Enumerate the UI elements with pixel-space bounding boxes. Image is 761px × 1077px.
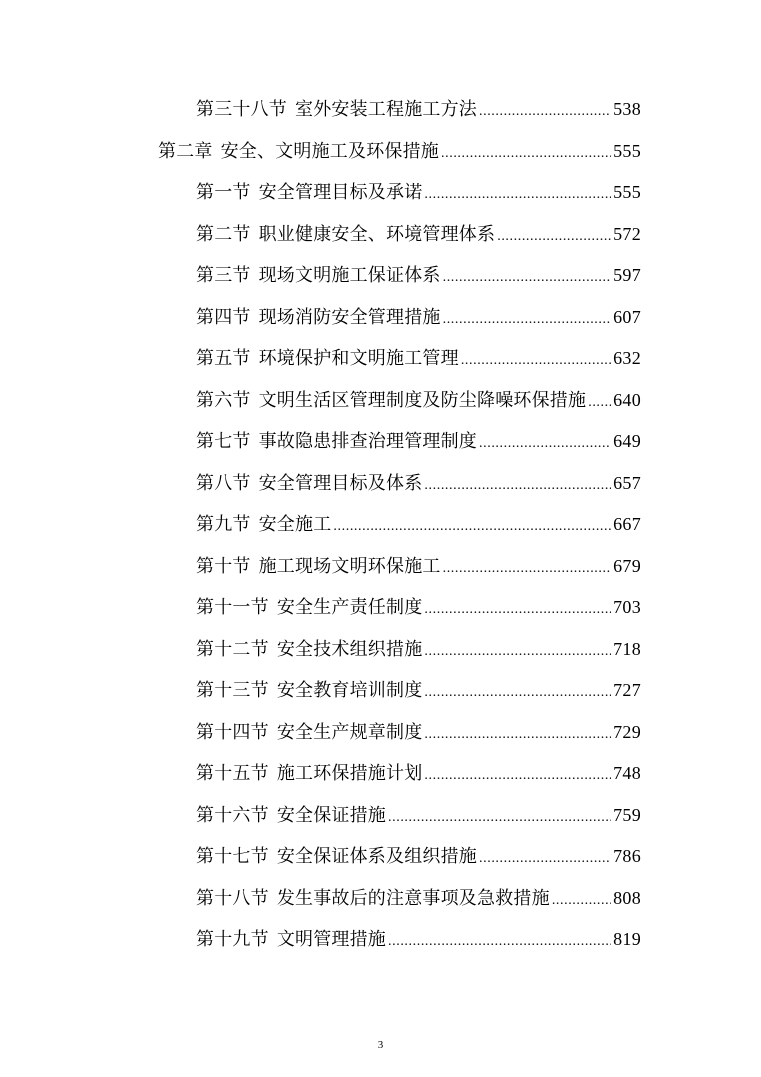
toc-entry-page: 649 [613, 431, 641, 451]
toc-entry-page: 572 [613, 224, 641, 244]
toc-entry[interactable] [196, 925, 641, 953]
toc-entry-text: 安全施工 [258, 514, 332, 535]
dot-leader [443, 555, 611, 583]
toc-entry-title [196, 179, 422, 207]
dot-leader [388, 928, 611, 956]
toc-entry[interactable] [196, 220, 641, 248]
toc-entry-text: 施工环保措施计划 [276, 763, 423, 784]
toc-entry-text: 职业健康安全、环境管理体系 [258, 224, 496, 245]
toc-entry-page: 657 [613, 473, 641, 493]
toc-entry-label: 第十八节 [196, 888, 269, 909]
toc-entry[interactable] [196, 842, 641, 870]
toc-entry[interactable] [196, 552, 641, 580]
toc-entry[interactable] [196, 676, 641, 704]
dot-leader [424, 679, 611, 707]
toc-entry-page: 555 [613, 182, 641, 202]
dot-leader [424, 762, 611, 790]
toc-entry[interactable] [196, 95, 641, 123]
toc-entry-title [196, 719, 422, 747]
toc-entry[interactable] [196, 635, 641, 663]
toc-entry[interactable] [196, 178, 641, 206]
dot-leader [441, 140, 611, 168]
dot-leader [424, 181, 611, 209]
toc-entry-page: 538 [613, 99, 641, 119]
toc-entry-title [196, 304, 441, 332]
toc-entry-page: 679 [613, 556, 641, 576]
toc-entry[interactable] [196, 884, 641, 912]
toc-entry-title [196, 221, 495, 249]
dot-leader [424, 721, 611, 749]
dot-leader [497, 223, 611, 251]
toc-entry-label: 第十五节 [196, 763, 269, 784]
dot-leader [424, 638, 611, 666]
dot-leader [479, 98, 611, 126]
toc-entry[interactable] [196, 593, 641, 621]
toc-entry-title [196, 636, 422, 664]
toc-entry[interactable] [196, 469, 641, 497]
toc-entry-label: 第八节 [196, 473, 251, 494]
toc-entry-text: 事故隐患排查治理管理制度 [258, 431, 478, 452]
toc-entry[interactable] [196, 386, 641, 414]
dot-leader [443, 264, 611, 292]
toc-entry-label: 第十九节 [196, 929, 269, 950]
toc-entry-label: 第四节 [196, 307, 251, 328]
toc-entry-page: 718 [613, 639, 641, 659]
dot-leader [388, 804, 611, 832]
toc-entry-title [196, 885, 550, 913]
toc-entry-title [196, 345, 459, 373]
toc-entry-page: 808 [613, 888, 641, 908]
toc-entry-page: 607 [613, 307, 641, 327]
toc-entry-text: 现场文明施工保证体系 [258, 265, 441, 286]
dot-leader [333, 513, 611, 541]
toc-entry[interactable] [196, 344, 641, 372]
toc-entry-label: 第一节 [196, 182, 251, 203]
dot-leader [461, 347, 611, 375]
toc-entry-title [196, 677, 422, 705]
dot-leader [479, 845, 611, 873]
toc-entry-text: 现场消防安全管理措施 [258, 307, 441, 328]
toc-entry-title [158, 138, 439, 166]
toc-entry-title [196, 802, 386, 830]
toc-entry-label: 第十一节 [196, 597, 269, 618]
toc-entry-label: 第十七节 [196, 846, 269, 867]
toc-entry-label: 第三十八节 [196, 99, 287, 120]
toc-entry-text: 安全技术组织措施 [276, 639, 423, 660]
toc-entry-text: 环境保护和文明施工管理 [258, 348, 459, 369]
toc-entry-page: 597 [613, 265, 641, 285]
toc-entry-label: 第十六节 [196, 805, 269, 826]
dot-leader [424, 472, 611, 500]
toc-entry-title [196, 553, 441, 581]
toc-entry-label: 第七节 [196, 431, 251, 452]
toc-entry-text: 安全保证体系及组织措施 [276, 846, 478, 867]
toc-entry-title [196, 428, 477, 456]
toc-entry-page: 703 [613, 597, 641, 617]
dot-leader [479, 430, 611, 458]
toc-entry-title [196, 470, 422, 498]
toc-entry-text: 安全管理目标及承诺 [258, 182, 423, 203]
toc-entry-label: 第十三节 [196, 680, 269, 701]
toc-entry-text: 安全、文明施工及环保措施 [220, 141, 440, 162]
toc-entry[interactable] [196, 427, 641, 455]
toc-entry-label: 第二节 [196, 224, 251, 245]
toc-entry-title [196, 262, 441, 290]
toc-entry-title [196, 843, 477, 871]
toc-entry[interactable] [196, 801, 641, 829]
dot-leader [443, 306, 611, 334]
toc-entry-page: 640 [613, 390, 641, 410]
toc-entry-text: 发生事故后的注意事项及急救措施 [276, 888, 550, 909]
toc-entry[interactable] [196, 303, 641, 331]
toc-entry-label: 第十四节 [196, 722, 269, 743]
toc-entry-title [196, 511, 331, 539]
toc-entry[interactable] [196, 759, 641, 787]
toc-entry-text: 文明生活区管理制度及防尘降噪环保措施 [258, 390, 587, 411]
toc-entry-text: 室外安装工程施工方法 [295, 99, 477, 120]
toc-entry-label: 第十二节 [196, 639, 269, 660]
toc-entry[interactable] [196, 261, 641, 289]
toc-entry-label: 第五节 [196, 348, 251, 369]
toc-entry-title [196, 387, 586, 415]
toc-entry[interactable] [196, 510, 641, 538]
toc-entry-page: 759 [613, 805, 641, 825]
toc-entry[interactable] [158, 137, 641, 165]
toc-entry-page: 632 [613, 348, 641, 368]
dot-leader [588, 389, 611, 417]
page-number: 3 [377, 1039, 384, 1051]
toc-entry-page: 729 [613, 722, 641, 742]
toc-entry-label: 第二章 [158, 141, 213, 162]
toc-entry-text: 安全生产规章制度 [276, 722, 423, 743]
toc-entry-text: 安全管理目标及体系 [258, 473, 423, 494]
toc-entry-title [196, 594, 422, 622]
toc-entry-text: 安全保证措施 [276, 805, 387, 826]
toc-entry-page: 555 [613, 141, 641, 161]
toc-entry-page: 786 [613, 846, 641, 866]
dot-leader [552, 887, 611, 915]
toc-entry[interactable] [196, 718, 641, 746]
toc-entry-title [196, 96, 477, 124]
toc-entry-label: 第十节 [196, 556, 251, 577]
toc-entry-text: 安全生产责任制度 [276, 597, 423, 618]
toc-entry-title [196, 926, 386, 954]
toc-entry-text: 施工现场文明环保施工 [258, 556, 441, 577]
dot-leader [424, 596, 611, 624]
toc-entry-page: 819 [613, 929, 641, 949]
toc-entry-label: 第六节 [196, 390, 251, 411]
toc-entry-label: 第三节 [196, 265, 251, 286]
toc-entry-label: 第九节 [196, 514, 251, 535]
toc-entry-page: 727 [613, 680, 641, 700]
toc-entry-page: 748 [613, 763, 641, 783]
toc-entry-text: 安全教育培训制度 [276, 680, 423, 701]
toc-entry-text: 文明管理措施 [276, 929, 387, 950]
toc-entry-page: 667 [613, 514, 641, 534]
toc-entry-title [196, 760, 422, 788]
